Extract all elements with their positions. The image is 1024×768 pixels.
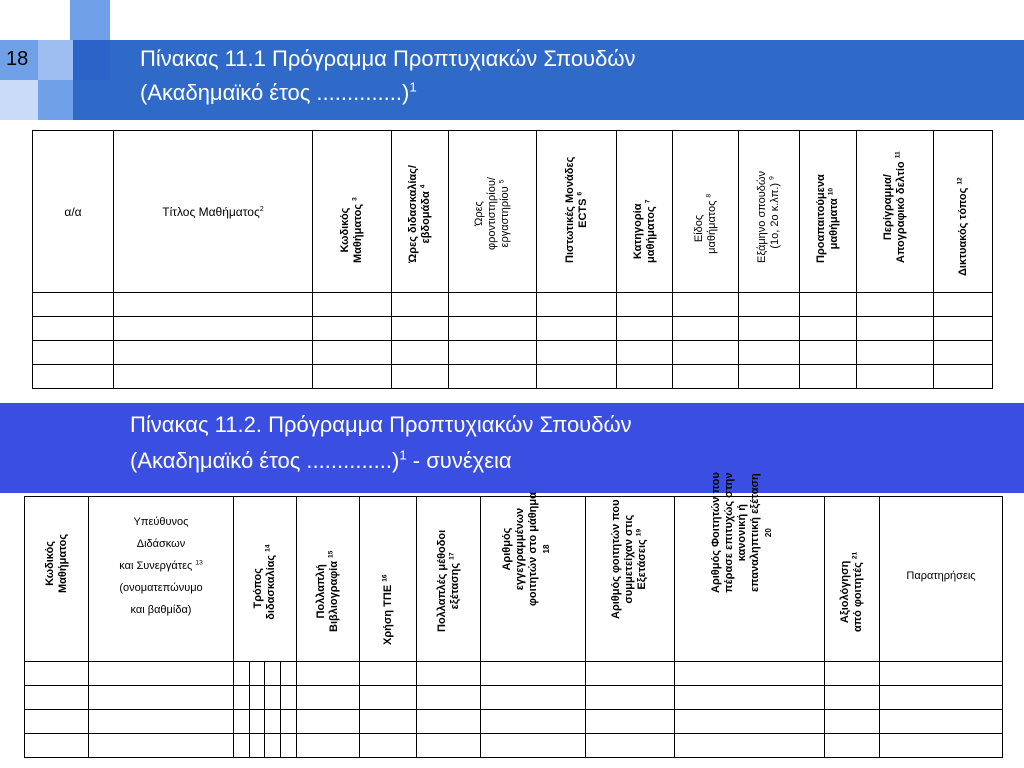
decor-square <box>70 0 110 40</box>
table1-header-row <box>33 131 993 293</box>
header-students-passed: Αριθμός Φοιτητών που πέρασε επιτυχώς στην κανονική ή επαναληπτική εξέταση 20 <box>675 497 825 662</box>
program-table-1 <box>32 130 993 389</box>
header-tutorial-hours: Ώρες φροντιστηρίου/ εργαστηρίου $^5$ <box>449 131 537 293</box>
table1-title-line2: (Ακαδημαϊκό έτος ..............)$^1$ <box>140 79 417 105</box>
table-row <box>25 662 1003 686</box>
header-remarks: Παρατηρήσεις <box>880 497 1003 662</box>
table-row <box>25 734 1003 758</box>
table-row <box>33 365 993 389</box>
header-semester: Εξάμηνο σπουδών (1ο, 2ο κ.λπ.) $^9$ <box>739 131 800 293</box>
table-row <box>33 341 993 365</box>
page-number: 18 <box>6 48 29 70</box>
header-prerequisites: Προαπαιτούμενα μαθήματα $^{10}$ <box>800 131 857 293</box>
header-instructor: Υπεύθυνος Διδάσκων και Συνεργάτες $^{13}$ (ονοματεπώνυμο και βαθμίδα) <box>89 497 234 662</box>
header-aa: α/α <box>33 131 114 293</box>
header-website: Δικτυακός τόπος $^{12}$ <box>934 131 993 293</box>
table-row <box>25 686 1003 710</box>
header-exam-methods: Πολλαπλές μέθοδοι εξέτασης $^{17}$ <box>417 497 481 662</box>
header-teaching-hours: Ώρες διδασκαλίας/ εβδομάδα $^4$ <box>392 131 449 293</box>
table1-title-line1: Πίνακας 11.1 Πρόγραμμα Προπτυχιακών Σπουδών <box>140 46 636 71</box>
table2-title-line1: Πίνακας 11.2. Πρόγραμμα Προπτυχιακών Σπουδών <box>130 412 632 437</box>
header-exam-participants: Αριθμός φοιτητών που συμμετείχαν στις Εξετάσεις $^{19}$ <box>586 497 675 662</box>
decor-square <box>0 80 38 120</box>
table2-title-line2: (Ακαδημαϊκό έτος ..............)$^1$ - συνέχεια <box>130 447 512 473</box>
decor-square <box>38 80 73 120</box>
decor-square <box>38 40 73 80</box>
header-syllabus: Περίγραμμα/ Απογραφικό δελτίο $^{11}$ <box>857 131 934 293</box>
table-row <box>33 317 993 341</box>
header-student-evaluation: Αξιολόγηση από φοιτητές $^{21}$ <box>825 497 880 662</box>
program-table-2 <box>24 472 1003 758</box>
table-row <box>33 293 993 317</box>
header-ict-use: Χρήση ΤΠΕ $^{16}$ <box>360 497 417 662</box>
header-course-code: Κωδικός Μαθήματος <box>25 497 89 662</box>
header-teaching-method: Τρόπος διδασκαλίας $^{14}$ <box>234 497 297 662</box>
header-bibliography: Πολλαπλή Βιβλιογραφία $^{15}$ <box>297 497 360 662</box>
header-enrolled-students: Αριθμός εγγεγραμμένων φοιτητών στο μάθημα 18 <box>481 497 586 662</box>
decor-square <box>73 40 110 80</box>
header-course-code: Κωδικός Μαθήματος $^3$ <box>313 131 392 293</box>
header-course-title: Τίτλος Μαθήματος$^2$ <box>114 131 313 293</box>
table-row <box>25 710 1003 734</box>
header-course-category: Κατηγορία μαθήματος $^7$ <box>617 131 673 293</box>
header-ects: Πιστωτικές Μονάδες ECTS $^6$ <box>537 131 617 293</box>
table2-header-row <box>25 497 1003 662</box>
header-course-type: Είδος μαθήματος $^8$ <box>673 131 739 293</box>
